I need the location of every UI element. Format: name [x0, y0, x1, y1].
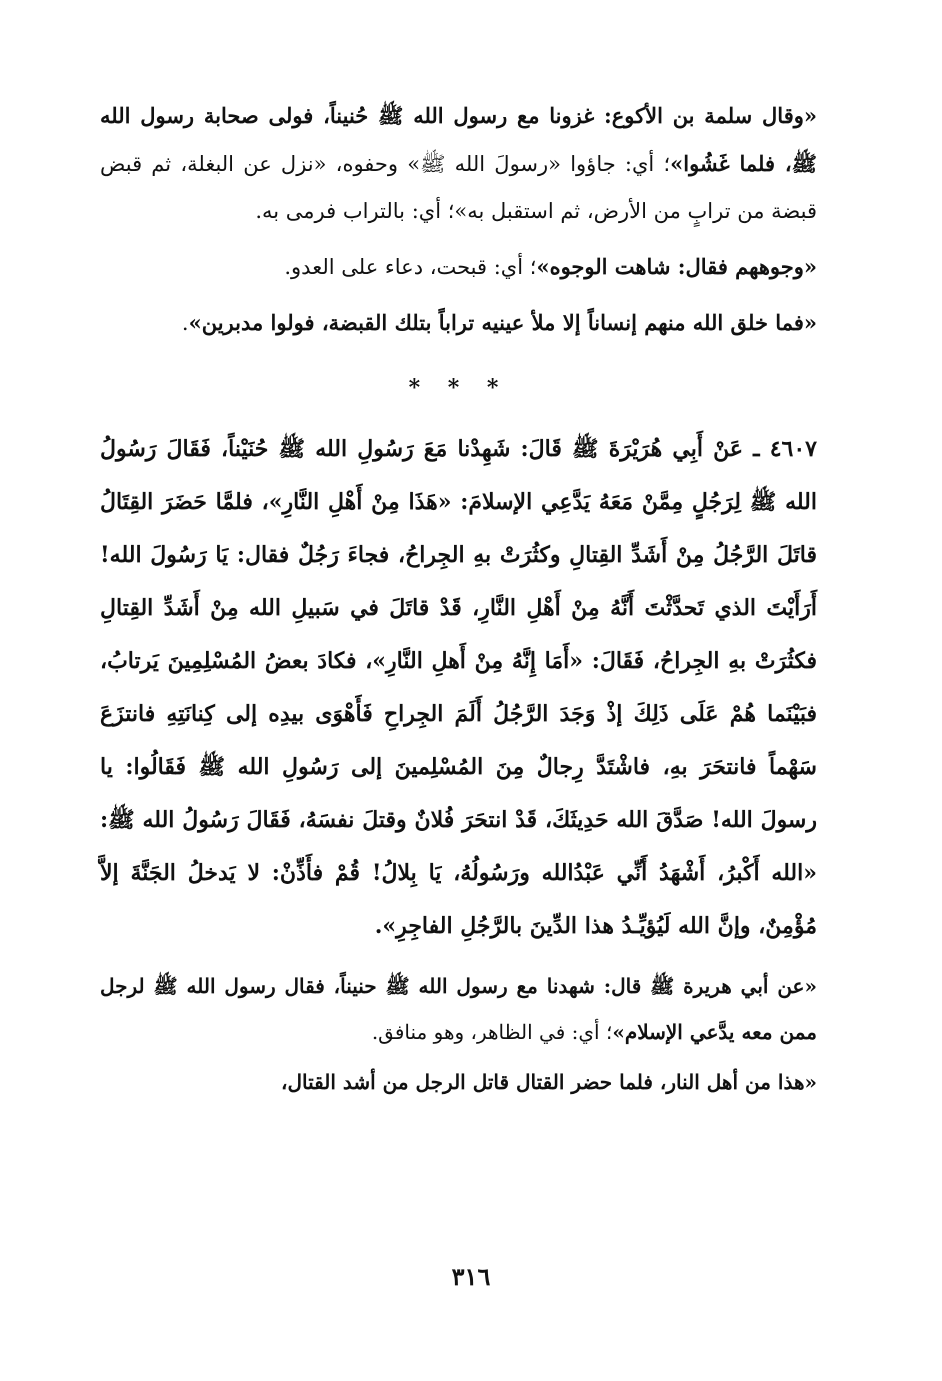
explanation-text: ؛ أي: قبحت، دعاء على العدو. [284, 255, 537, 279]
explanation-text: . [181, 311, 189, 335]
quoted-text: «وقال سلمة بن الأكوع: غزونا مع رسول الله ﷺ حُنيناً، فولى صحابة رسول الله ﷺ، فلما غَشُوا» [100, 103, 817, 176]
commentary-paragraph-4 [100, 963, 817, 1055]
commentary-paragraph-3 [100, 299, 817, 347]
quoted-text: «وجوههم فقال: شاهت الوجوه» [536, 254, 817, 279]
commentary-paragraph-2 [100, 243, 817, 291]
commentary-bottom [100, 963, 817, 1105]
quoted-text: «عن أبي هريرة ﷺ قال: شهدنا مع رسول الله ﷺ حنيناً، فقال رسول الله ﷺ لرجل ممن معه يدَّعي الإسلام» [100, 974, 817, 1044]
page-body [100, 92, 817, 1109]
quoted-text: «هذا من أهل النار، فلما حضر القتال قاتل الرجل من أشد القتال، [281, 1070, 817, 1094]
hadith-text: ـ عَنْ أَبِي هُرَيْرَةَ ﷺ قَالَ: شَهِدْنا مَعَ رَسُولِ الله ﷺ حُنَيْناً، فَقَالَ رَسُولُ الله ﷺ لِرَجُلٍ مِمَّنْ مَعَهُ يَدَّعِي الإسلامَ: «هَذَا مِنْ أَهْلِ النَّارِ»، فلمَّا حَضَرَ القِتَالُ قاتَلَ الرَّجُلُ مِنْ أَشَدِّ القِتالِ وكثُرَتْ بهِ الجِراحُ، فجاءَ رَجُلٌ فقال: يَا رَسُولَ الله! أَرَأَيْتَ الذي تَحدَّثْتَ أَنَّهُ مِنْ أَهْلِ النَّارِ، قَدْ قاتَلَ في سَبيلِ الله مِنْ أَشَدِّ القِتالِ فكثُرَتْ بهِ الجِراحُ، فَقَالَ: «أَمَا إِنَّهُ مِنْ أَهلِ النَّارِ»، فكادَ بعضُ المُسْلِمِينَ يَرتابُ، فبَيْنَما هُمْ عَلَى ذَلِكَ إذْ وَجَدَ الرَّجُلُ أَلَمَ الجِراحِ فَأَهْوَى بيدِه إلى كِنانَتِهِ فانتزَعَ سَهْماً فانتحَرَ بهِ، فاشْتَدَّ رِجالٌ مِنَ المُسْلِمينَ إلى رَسُولِ الله ﷺ فَقَالُوا: يا رسولَ الله! صَدَّقَ الله حَدِيثَكَ، قَدْ انتحَرَ فُلانٌ وقتلَ نفسَهُ، فَقَالَ رَسُولُ الله ﷺ: «الله أَكْبرُ، أَشْهَدُ أَنِّي عَبْدُالله ورَسُولُهُ، يَا بِلالُ! قُمْ فأَذِّنْ: لا يَدخلُ الجَنَّةَ إلاَّ مُؤْمِنٌ، وإنَّ الله لَيُؤيِّـدُ هذا الدِّينَ بالرَّجُلِ الفاجِرِ». [100, 436, 817, 939]
section-separator: * * * [408, 375, 509, 401]
commentary-top [100, 92, 817, 347]
page-number: ٣١٦ [451, 1262, 491, 1291]
explanation-text: ؛ أي: في الظاهر، وهو منافق. [371, 1020, 613, 1044]
commentary-paragraph-5 [100, 1059, 817, 1105]
hadith-number: ٤٦٠٧ [769, 436, 817, 462]
commentary-paragraph-1 [100, 92, 817, 235]
hadith-text-block [100, 423, 817, 953]
explanation-text: ؛ أي: جاؤوا «رسولَ الله ﷺ» وحفوه، «نزل عن البغلة، ثم قبض قبضة من ترابٍ من الأرض، ثم استقبل به»؛ أي: بالتراب فرمى به. [100, 152, 817, 223]
quoted-text: «فما خلق الله منهم إنساناً إلا ملأ عينيه تراباً بتلك القبضة، فولوا مدبرين» [188, 310, 817, 335]
